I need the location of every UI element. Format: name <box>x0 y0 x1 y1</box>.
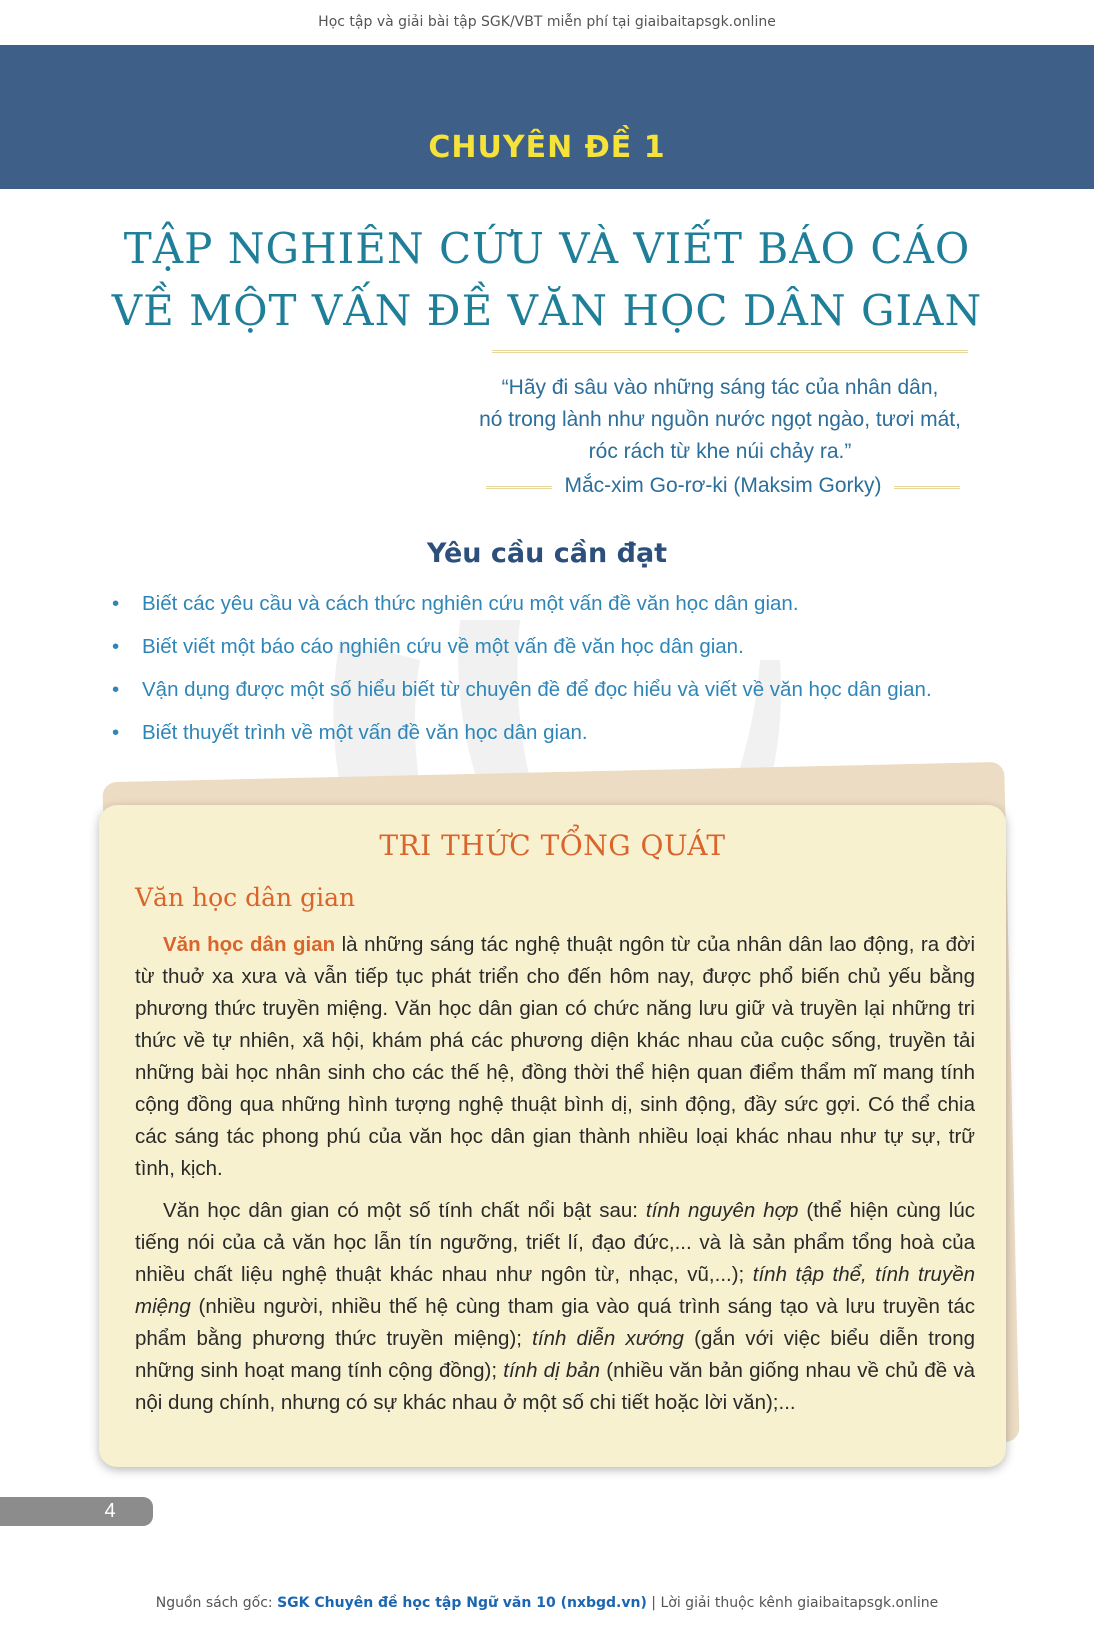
quote-divider <box>492 350 968 353</box>
bullet-icon: • <box>112 592 120 615</box>
chapter-label: CHUYÊN ĐỀ 1 <box>428 130 666 165</box>
knowledge-body <box>135 929 975 1429</box>
page-number: 4 <box>104 1500 116 1522</box>
chapter-banner <box>0 45 1094 189</box>
quote-author: Mắc-xim Go-rơ-ki (Maksim Gorky) <box>564 474 882 497</box>
term-highlight: Văn học dân gian <box>163 933 336 956</box>
term-italic: tính tập thể, tính truyền miệng <box>135 1263 975 1318</box>
footer-source: Nguồn sách gốc: SGK Chuyên đề học tập Ngữ văn 10 (nxbgd.vn) | Lời giải thuộc kênh giaibaitapsgk.online <box>155 1595 939 1611</box>
knowledge-card <box>99 805 1006 1467</box>
author-divider-right <box>894 486 960 489</box>
requirements-list <box>108 588 1008 760</box>
top-note: Học tập và giải bài tập SGK/VBT miễn phí tại giaibaitapsgk.online <box>318 14 776 30</box>
bullet-icon: • <box>112 721 120 744</box>
quote-author-row <box>486 470 960 502</box>
knowledge-title: TRI THỨC TỔNG QUÁT <box>379 829 726 862</box>
author-divider-left <box>486 486 552 489</box>
quote-line-2: nó trong lành như nguồn nước ngọt ngào, tươi mát, <box>479 408 961 431</box>
quote-line-1: “Hãy đi sâu vào những sáng tác của nhân dân, <box>501 376 939 399</box>
bullet-icon: • <box>112 678 120 701</box>
knowledge-subtitle: Văn học dân gian <box>135 883 356 912</box>
paragraph-1: Văn học dân gian là những sáng tác nghệ thuật ngôn từ của nhân dân lao động, ra đời từ thuở xa xưa và vẫn tiếp tục phát triển cho đến hôm nay, được phổ biến chủ yếu bằng phương thức truyền miệng. Văn học dân gian có chức năng lưu giữ và truyền lại những tri thức về tự nhiên, xã hội, khám phá các phương diện khác nhau của cuộc sống, truyền tải những bài học nhân sinh cho các thế hệ, đồng thời thể hiện quan điểm thẩm mĩ mang tính cộng đồng qua những hình tượng nghệ thuật bình dị, sinh động, đầy sức gợi. Có thể chia các sáng tác phong phú của văn học dân gian thành nhiều loại khác nhau như tự sự, trữ tình, kịch. <box>135 933 975 1180</box>
epigraph-quote <box>450 372 990 468</box>
quote-line-3: róc rách từ khe núi chảy ra.” <box>588 440 852 463</box>
title-line-2: VỀ MỘT VẤN ĐỀ VĂN HỌC DÂN GIAN <box>111 286 983 335</box>
requirement-item: • Vận dụng được một số hiểu biết từ chuyên đề để đọc hiểu và viết về văn học dân gian. <box>108 674 1008 717</box>
term-italic: tính dị bản <box>503 1359 601 1382</box>
requirement-item: • Biết thuyết trình về một vấn đề văn học dân gian. <box>108 717 1008 760</box>
bullet-icon: • <box>112 635 120 658</box>
requirements-heading: Yêu cầu cần đạt <box>426 538 668 569</box>
requirement-item: • Biết viết một báo cáo nghiên cứu về một vấn đề văn học dân gian. <box>108 631 1008 674</box>
requirement-item: • Biết các yêu cầu và cách thức nghiên cứu một vấn đề văn học dân gian. <box>108 588 1008 631</box>
term-italic: tính nguyên hợp <box>645 1199 799 1222</box>
paragraph-2: Văn học dân gian có một số tính chất nổi bật sau: tính nguyên hợp (thể hiện cùng lúc tiếng nói của cả văn học lẫn tín ngưỡng, triết lí, đạo đức,... và là sản phẩm tổng hoà của nhiều chất liệu nghệ thuật khác nhau như ngôn từ, nhạc, vũ,...); tính tập thể, tính truyền miệng (nhiều người, nhiều thế hệ cùng tham gia vào quá trình sáng tạo và lưu truyền tác phẩm bằng phương thức truyền miệng); tính diễn xướng (gắn với việc biểu diễn trong những sinh hoạt mang tính cộng đồng); tính dị bản (nhiều văn bản giống nhau về chủ đề và nội dung chính, nhưng có sự khác nhau ở một số chi tiết hoặc lời văn);... <box>135 1199 976 1414</box>
term-italic: tính diễn xướng <box>532 1327 684 1350</box>
page-number-tab <box>0 1497 153 1526</box>
source-link[interactable]: SGK Chuyên đề học tập Ngữ văn 10 (nxbgd.vn) <box>277 1595 647 1611</box>
page-title <box>0 218 1094 342</box>
title-line-1: TẬP NGHIÊN CỨU VÀ VIẾT BÁO CÁO <box>123 224 971 273</box>
